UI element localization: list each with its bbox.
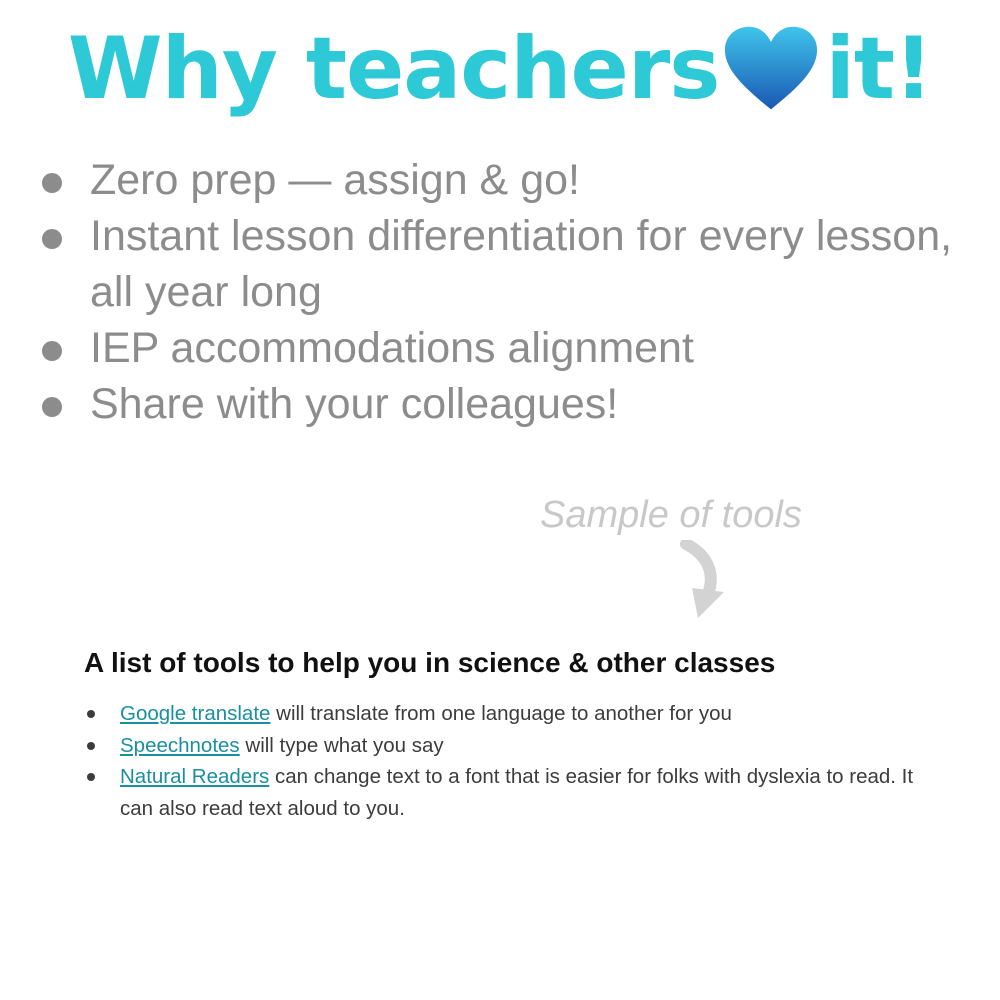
heart-icon	[723, 23, 819, 115]
bullet-icon	[42, 341, 62, 361]
bullet-icon	[87, 742, 95, 750]
bullet-icon	[87, 773, 95, 781]
benefits-list	[40, 152, 970, 432]
tool-description: will type what you say	[239, 733, 444, 757]
tools-list	[84, 698, 914, 824]
bullet-icon	[42, 229, 62, 249]
headline-text-end: it!	[825, 18, 933, 119]
speechnotes-link[interactable]: Speechnotes	[120, 733, 240, 757]
tool-item	[84, 698, 914, 730]
headline	[0, 8, 1000, 124]
bullet-icon	[42, 397, 62, 417]
benefit-text: Share with your colleagues!	[90, 380, 619, 428]
benefit-text: Instant lesson differentiation for every lesson, all year long	[90, 212, 953, 316]
tool-description: will translate from one language to another for you	[270, 702, 732, 725]
curved-arrow-down-icon	[666, 540, 730, 624]
headline-text-start: Why teachers	[67, 18, 720, 119]
benefit-item	[40, 320, 970, 376]
natural-readers-link[interactable]: Natural Readers	[120, 765, 270, 788]
tool-item	[84, 730, 914, 762]
benefit-text: Zero prep — assign & go!	[90, 156, 580, 204]
benefit-item	[40, 152, 970, 208]
sample-label: Sample of tools	[540, 494, 802, 536]
benefit-text: IEP accommodations alignment	[90, 324, 694, 372]
benefit-item	[40, 208, 970, 320]
google-translate-link[interactable]: Google translate	[120, 702, 271, 725]
benefit-item	[40, 376, 970, 432]
bullet-icon	[42, 173, 62, 193]
tools-title: A list of tools to help you in science & other classes	[84, 647, 776, 678]
tool-description: can change text to a font that is easier for folks with dyslexia to read. It can also read text aloud to you.	[120, 765, 914, 820]
bullet-icon	[87, 710, 95, 718]
tool-item	[84, 761, 914, 824]
